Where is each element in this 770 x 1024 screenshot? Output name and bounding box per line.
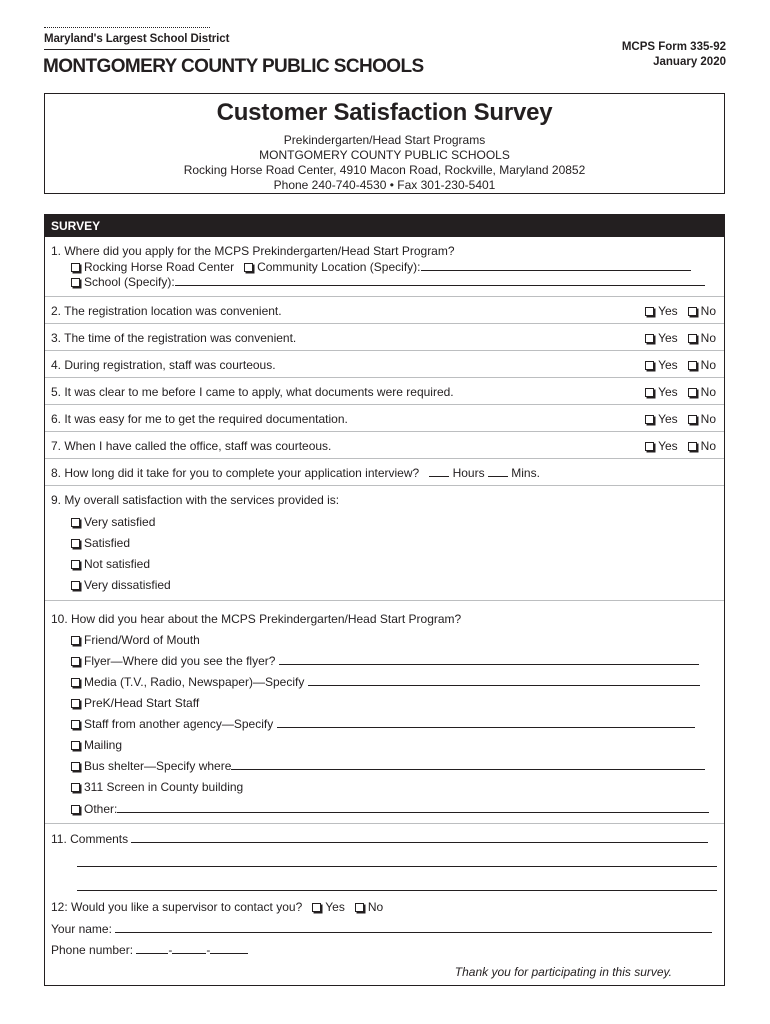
- option-label: Flyer—Where did you see the flyer?: [84, 654, 276, 668]
- no-label: No: [700, 439, 716, 453]
- hours-field[interactable]: [429, 467, 449, 477]
- form-number-text: MCPS Form 335-92: [621, 41, 726, 53]
- question-11: 11. Comments: [51, 832, 129, 846]
- option-label: Friend/Word of Mouth: [84, 633, 200, 647]
- no-label: No: [367, 900, 384, 914]
- district-top-rule: [44, 27, 210, 28]
- no-label: No: [700, 412, 716, 426]
- org-name: MONTGOMERY COUNTY PUBLIC SCHOOLS: [43, 56, 424, 77]
- checkbox-yes[interactable]: [645, 415, 654, 424]
- checkbox-no[interactable]: [688, 442, 697, 451]
- q1-options-row1: [71, 260, 691, 274]
- checkbox-rocking-horse[interactable]: [71, 263, 80, 272]
- question-6: 6. It was easy for me to get the required documentation.: [51, 412, 348, 426]
- page-title: Customer Satisfaction Survey: [216, 99, 553, 126]
- checkbox-no[interactable]: [688, 334, 697, 343]
- checkbox-other-agency[interactable]: [71, 720, 80, 729]
- question-10: 10. How did you hear about the MCPS Prekindergarten/Head Start Program?: [51, 612, 462, 626]
- contact-line: Phone 240-740-4530 • Fax 301-230-5401: [273, 178, 496, 192]
- your-name-row: [51, 922, 716, 936]
- community-location-field[interactable]: [421, 261, 691, 271]
- district-bottom-rule: [44, 49, 210, 50]
- option-label: Very dissatisfied: [84, 578, 171, 592]
- checkbox-no[interactable]: [688, 388, 697, 397]
- question-5: 5. It was clear to me before I came to apply, what documents were required.: [51, 385, 454, 399]
- media-field[interactable]: [308, 676, 700, 686]
- checkbox-yes[interactable]: [312, 903, 321, 912]
- divider: [45, 458, 724, 459]
- yes-label: Yes: [325, 900, 345, 914]
- option-label: Very satisfied: [84, 515, 156, 529]
- option-label: Bus shelter—Specify where: [84, 759, 232, 773]
- comments-line-2[interactable]: [77, 866, 717, 867]
- school-field[interactable]: [175, 276, 705, 286]
- q9-option: [71, 536, 130, 550]
- q1-option-rocking-horse: Rocking Horse Road Center: [84, 260, 235, 274]
- thank-you-note: Thank you for participating in this survey.: [454, 965, 672, 979]
- checkbox-very-dissatisfied[interactable]: [71, 581, 80, 590]
- no-label: No: [700, 385, 716, 399]
- checkbox-bus-shelter[interactable]: [71, 762, 80, 771]
- checkbox-prek-staff[interactable]: [71, 699, 80, 708]
- q10-option: [71, 654, 699, 668]
- phone-number-label: Phone number:: [51, 943, 134, 957]
- q3-yes-no: [645, 331, 716, 345]
- option-label: Other:: [84, 802, 118, 816]
- phone-area-field[interactable]: [136, 944, 168, 954]
- address-line: Rocking Horse Road Center, 4910 Macon Road, Rockville, Maryland 20852: [183, 163, 586, 177]
- divider: [45, 431, 724, 432]
- q10-option: [71, 759, 705, 773]
- q10-option: [71, 633, 200, 647]
- divider: [45, 404, 724, 405]
- option-label: Satisfied: [84, 536, 131, 550]
- q10-option: [71, 802, 709, 816]
- divider: [45, 377, 724, 378]
- q10-option: [71, 780, 243, 794]
- checkbox-media[interactable]: [71, 678, 80, 687]
- option-label: Media (T.V., Radio, Newspaper)—Specify: [84, 675, 305, 689]
- q6-yes-no: [645, 412, 716, 426]
- question-8: 8. How long did it take for you to complete your application interview?: [51, 466, 420, 480]
- q5-yes-no: [645, 385, 716, 399]
- program-line: Prekindergarten/Head Start Programs: [283, 133, 486, 147]
- option-label: Not satisfied: [84, 557, 151, 571]
- divider: [45, 350, 724, 351]
- no-label: No: [700, 331, 716, 345]
- checkbox-yes[interactable]: [645, 442, 654, 451]
- no-label: No: [700, 304, 716, 318]
- question-4: 4. During registration, staff was courteous.: [51, 358, 276, 372]
- checkbox-mailing[interactable]: [71, 741, 80, 750]
- phone-line-field[interactable]: [210, 944, 248, 954]
- yes-label: Yes: [658, 331, 678, 345]
- mins-field[interactable]: [488, 467, 508, 477]
- q9-option: [71, 557, 150, 571]
- yes-label: Yes: [658, 358, 678, 372]
- divider: [45, 485, 724, 486]
- checkbox-very-satisfied[interactable]: [71, 518, 80, 527]
- option-label: PreK/Head Start Staff: [84, 696, 200, 710]
- question-12: 12: Would you like a supervisor to contact you?: [51, 900, 303, 914]
- other-field[interactable]: [117, 803, 709, 813]
- checkbox-not-satisfied[interactable]: [71, 560, 80, 569]
- checkbox-311-screen[interactable]: [71, 783, 80, 792]
- q10-option: [71, 717, 695, 731]
- divider: [45, 323, 724, 324]
- question-11-row: [51, 832, 716, 846]
- form-number: [622, 40, 726, 70]
- hours-label: Hours: [452, 466, 485, 480]
- q9-option: [71, 578, 171, 592]
- divider: [45, 296, 724, 297]
- yes-label: Yes: [658, 412, 678, 426]
- agency-field[interactable]: [277, 718, 695, 728]
- q4-yes-no: [645, 358, 716, 372]
- yes-label: Yes: [658, 439, 678, 453]
- question-8-row: [51, 466, 716, 480]
- option-label: Mailing: [84, 738, 123, 752]
- q9-option: [71, 515, 155, 529]
- q7-yes-no: [645, 439, 716, 453]
- comments-line-3[interactable]: [77, 890, 717, 891]
- phone-separator: -: [206, 943, 211, 957]
- checkbox-community-location[interactable]: [244, 263, 253, 272]
- option-label: Staff from another agency—Specify: [84, 717, 274, 731]
- checkbox-yes[interactable]: [645, 388, 654, 397]
- checkbox-other[interactable]: [71, 805, 80, 814]
- flyer-field[interactable]: [279, 655, 699, 665]
- org-line: MONTGOMERY COUNTY PUBLIC SCHOOLS: [259, 148, 510, 162]
- question-1: 1. Where did you apply for the MCPS Prekindergarten/Head Start Program?: [51, 244, 455, 258]
- q2-yes-no: [645, 304, 716, 318]
- q1-options-row2: [71, 275, 705, 289]
- question-9: 9. My overall satisfaction with the services provided is:: [51, 493, 340, 507]
- mins-label: Mins.: [511, 466, 540, 480]
- survey-section: [44, 214, 725, 986]
- checkbox-yes[interactable]: [645, 307, 654, 316]
- q10-option: [71, 738, 122, 752]
- checkbox-school[interactable]: [71, 278, 80, 287]
- survey-heading: SURVEY: [45, 215, 724, 237]
- divider: [45, 600, 724, 601]
- option-label: 311 Screen in County building: [84, 780, 244, 794]
- your-name-label: Your name:: [51, 922, 112, 936]
- yes-label: Yes: [658, 385, 678, 399]
- phone-prefix-field[interactable]: [172, 944, 206, 954]
- question-7: 7. When I have called the office, staff was courteous.: [51, 439, 332, 453]
- checkbox-no[interactable]: [688, 307, 697, 316]
- checkbox-friend[interactable]: [71, 636, 80, 645]
- phone-row: [51, 943, 716, 957]
- q10-option: [71, 675, 700, 689]
- comments-field[interactable]: [131, 833, 708, 843]
- checkbox-yes[interactable]: [645, 361, 654, 370]
- q10-option: [71, 696, 199, 710]
- q1-option-school: School (Specify):: [84, 275, 175, 289]
- q1-option-community: Community Location (Specify):: [257, 260, 421, 274]
- question-2: 2. The registration location was convenient.: [51, 304, 282, 318]
- checkbox-no[interactable]: [355, 903, 364, 912]
- district-tagline: Maryland's Largest School District: [44, 33, 230, 45]
- checkbox-flyer[interactable]: [71, 657, 80, 666]
- question-3: 3. The time of the registration was convenient.: [51, 331, 297, 345]
- title-box: [44, 93, 725, 194]
- bus-shelter-field[interactable]: [231, 760, 705, 770]
- yes-label: Yes: [658, 304, 678, 318]
- divider: [45, 823, 724, 824]
- no-label: No: [700, 358, 716, 372]
- your-name-field[interactable]: [115, 923, 712, 933]
- form-date: January 2020: [653, 56, 726, 68]
- checkbox-no[interactable]: [688, 361, 697, 370]
- phone-separator: -: [168, 943, 173, 957]
- question-12-row: [51, 900, 716, 914]
- checkbox-yes[interactable]: [645, 334, 654, 343]
- checkbox-no[interactable]: [688, 415, 697, 424]
- checkbox-satisfied[interactable]: [71, 539, 80, 548]
